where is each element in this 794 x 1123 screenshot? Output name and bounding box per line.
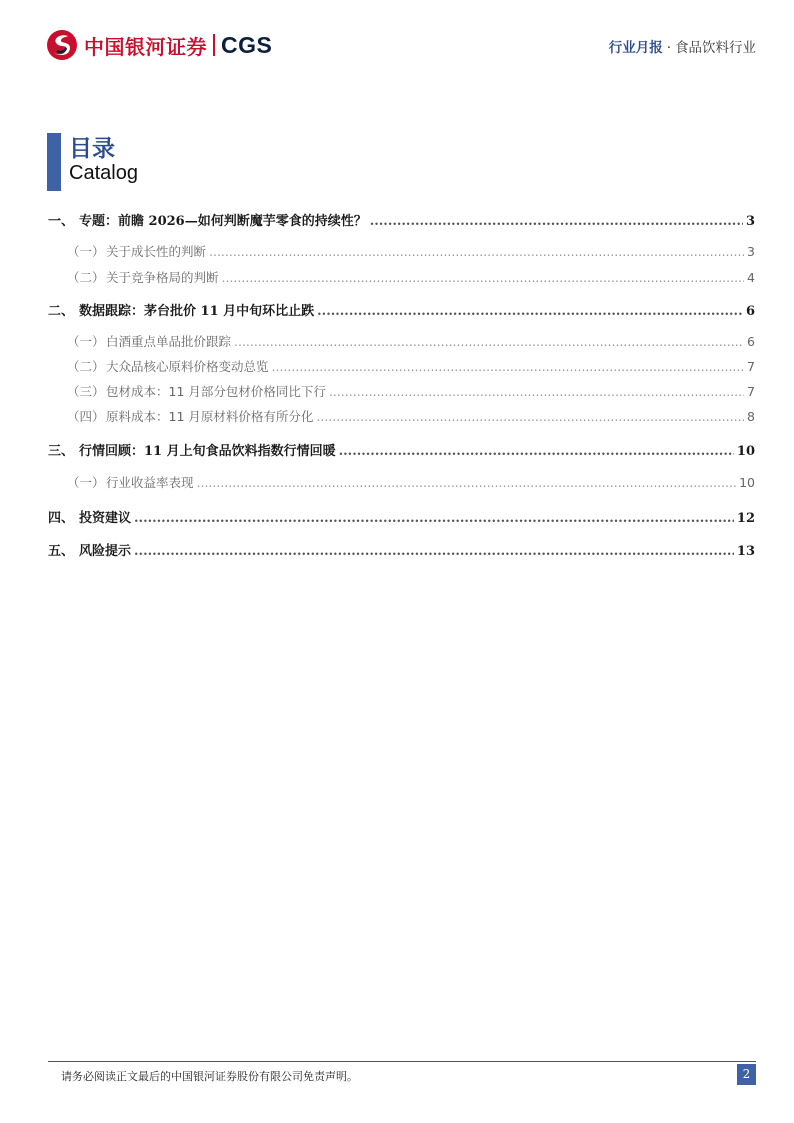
company-logo (46, 29, 272, 61)
toc-entry[interactable] (48, 242, 755, 260)
toc-leader (329, 384, 744, 399)
footer-disclaimer: 请务必阅读正文最后的中国银河证券股份有限公司免责声明。 (61, 1070, 358, 1083)
toc-title: 包材成本：11 月部分包材价格同比下行 (106, 384, 326, 399)
toc-entry[interactable] (48, 407, 755, 425)
cgs-logo-icon (46, 29, 78, 61)
toc-leader (339, 444, 734, 459)
toc-entry[interactable] (48, 300, 755, 318)
toc-leader (134, 511, 734, 526)
logo-divider (213, 34, 215, 56)
catalog-title-en: Catalog (69, 162, 138, 184)
toc-leader (234, 334, 744, 349)
toc-title: 白酒重点单品批价跟踪 (106, 334, 232, 349)
toc-title: 行情回顾：11 月上旬食品饮料指数行情回暖 (79, 444, 336, 459)
toc-leader (317, 304, 743, 319)
toc-title: 关于竞争格局的判断 (106, 270, 219, 285)
toc-number: （一） (67, 475, 105, 490)
toc-leader (316, 409, 744, 424)
catalog-accent-bar (47, 133, 61, 191)
toc-number: （二） (67, 270, 105, 285)
industry-name: 食品饮料行业 (675, 40, 756, 56)
toc-title: 原料成本：11 月原材料价格有所分化 (106, 409, 314, 424)
logo-english-name: CGS (221, 31, 273, 58)
report-category (609, 36, 756, 56)
toc-entry[interactable] (48, 268, 755, 286)
toc-page: 6 (747, 334, 755, 349)
toc-leader (209, 244, 744, 259)
toc-number: 一、 (48, 214, 75, 229)
toc-title: 行业收益率表现 (106, 475, 194, 490)
toc-entry[interactable] (48, 507, 755, 525)
toc-number: （一） (67, 334, 105, 349)
page-header (46, 28, 756, 62)
toc-page: 3 (747, 244, 755, 259)
toc-leader (134, 544, 734, 559)
toc-page: 10 (736, 444, 755, 459)
toc-number: 四、 (48, 511, 75, 526)
toc-page: 8 (747, 409, 755, 424)
report-type: 行业月报 (608, 40, 663, 56)
toc-entry[interactable] (48, 440, 755, 458)
toc-page: 7 (747, 384, 755, 399)
toc-page: 7 (747, 359, 755, 374)
toc-number: 三、 (48, 444, 75, 459)
toc-page: 4 (747, 270, 755, 285)
header-separator: · (666, 40, 671, 56)
toc-page: 12 (736, 511, 755, 526)
toc-number: （一） (67, 244, 105, 259)
toc-leader (370, 214, 743, 229)
toc-number: （二） (67, 359, 105, 374)
toc-leader (222, 270, 745, 285)
toc-page: 10 (739, 475, 755, 490)
toc-number: （四） (67, 409, 105, 424)
toc-number: （三） (67, 384, 105, 399)
toc-page: 13 (736, 544, 755, 559)
toc-entry[interactable] (48, 540, 755, 558)
toc-title: 投资建议 (79, 511, 132, 526)
logo-chinese-name: 中国银河证券 (84, 34, 207, 59)
toc-leader (197, 475, 737, 490)
catalog-title-cn: 目录 (69, 136, 115, 162)
page-number: 2 (737, 1064, 756, 1085)
toc-page: 6 (745, 304, 755, 319)
toc-entry[interactable] (48, 357, 755, 375)
toc-title: 风险提示 (79, 544, 132, 559)
toc-title: 大众品核心原料价格变动总览 (106, 359, 269, 374)
toc-title: 专题：前瞻 2026—如何判断魔芋零食的持续性？ (79, 214, 367, 229)
toc-entry[interactable] (48, 332, 755, 350)
toc-entry[interactable] (48, 473, 755, 491)
toc-entry[interactable] (48, 210, 755, 228)
toc-entry[interactable] (48, 382, 755, 400)
toc-title: 数据跟踪：茅台批价 11 月中旬环比止跌 (79, 304, 315, 319)
toc-leader (272, 359, 745, 374)
toc-page: 3 (745, 214, 755, 229)
toc-title: 关于成长性的判断 (106, 244, 207, 259)
footer-divider (48, 1061, 756, 1062)
toc-number: 五、 (48, 544, 75, 559)
toc-number: 二、 (48, 304, 75, 319)
